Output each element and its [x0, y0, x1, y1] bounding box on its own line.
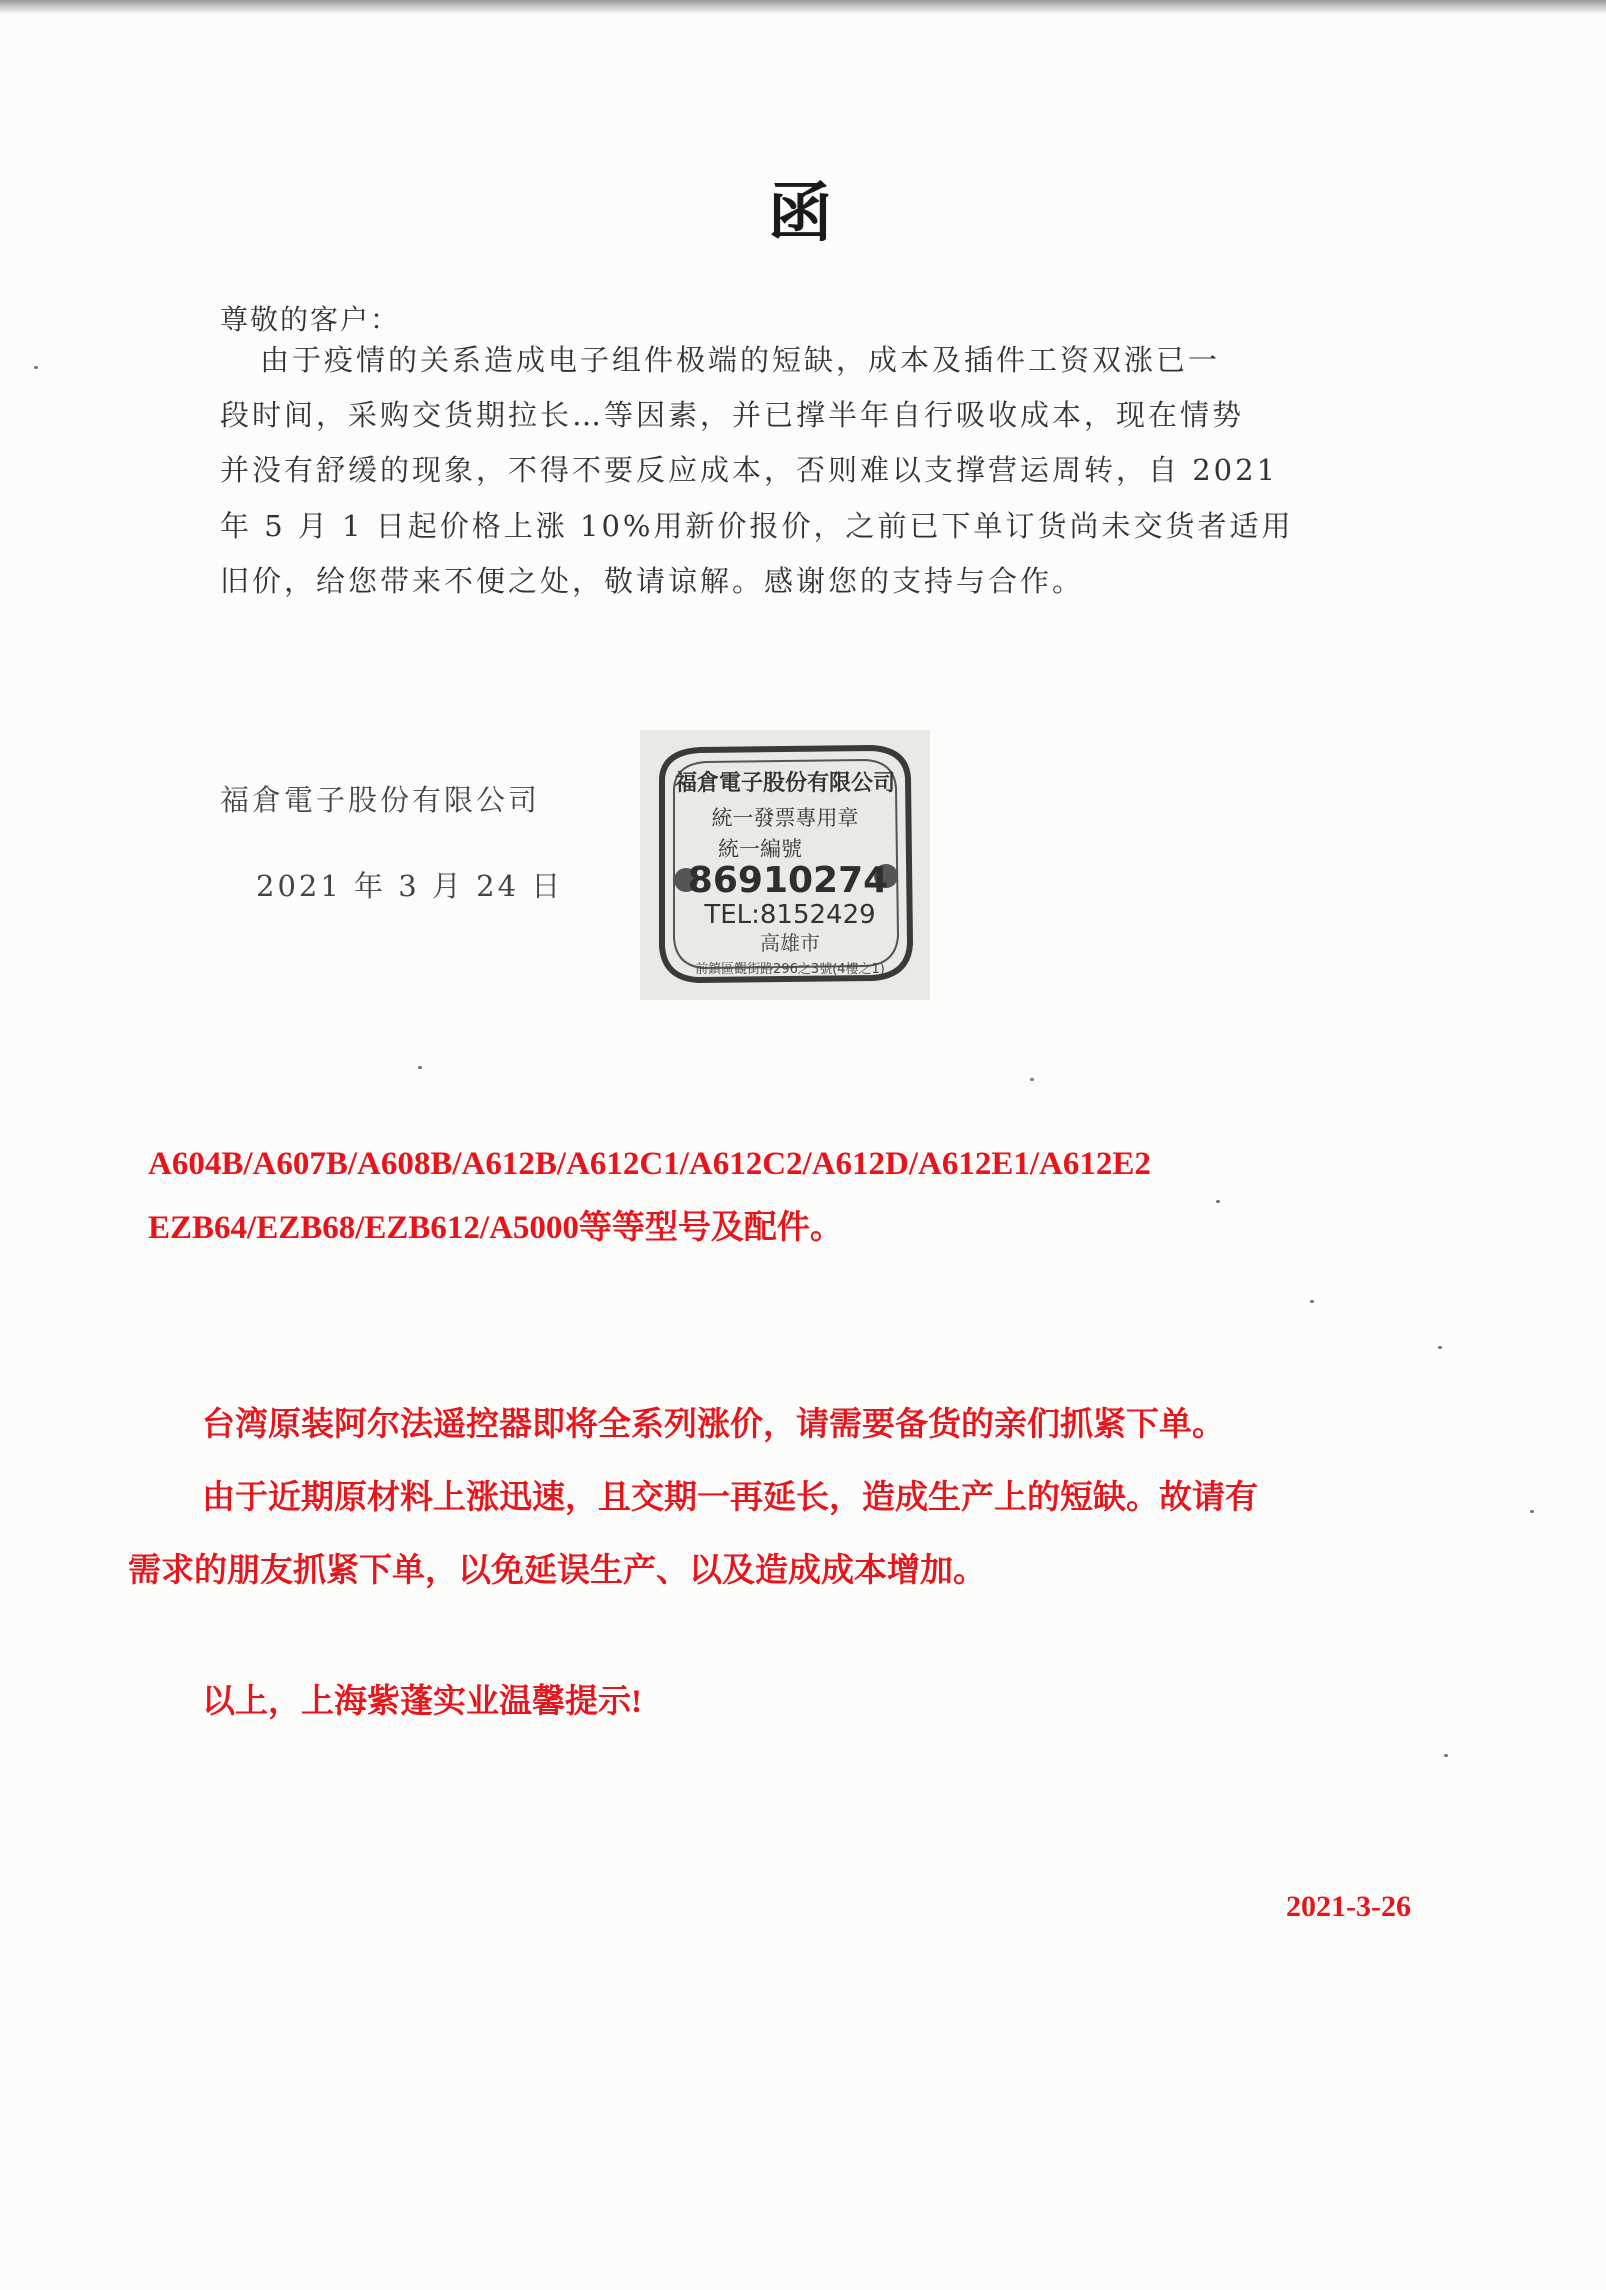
stamp-address-text: 前鎮區觀街路296之3號(4樓之1) — [695, 962, 885, 977]
letter-body-line: 段时间，采购交货期拉长…等因素，并已撑半年自行吸收成本，现在情势 — [220, 398, 1245, 432]
letter-body-line: 年 5 月 1 日起价格上涨 10%用新价报价，之前已下单订货尚未交货者适用 — [220, 509, 1294, 543]
scan-speck — [418, 1066, 422, 1069]
notice-closing: 以上，上海紫蓬实业温馨提示! — [202, 1684, 642, 1720]
model-list-line: EZB64/EZB68/EZB612/A5000等等型号及配件。 — [148, 1210, 843, 1246]
letter-body-line: 并没有舒缓的现象，不得不要反应成本，否则难以支撑营运周转，自 2021 — [220, 453, 1279, 487]
scan-speck — [1310, 1300, 1314, 1303]
notice-paragraph-1: 台湾原装阿尔法遥控器即将全系列涨价，请需要备货的亲们抓紧下单。 — [202, 1407, 1225, 1443]
letter-company-name: 福倉電子股份有限公司 — [220, 783, 541, 817]
letter-body-line: 由于疫情的关系造成电子组件极端的短缺，成本及插件工资双涨已一 — [260, 343, 1221, 377]
scan-edge-shadow — [0, 0, 1606, 14]
letter-greeting: 尊敬的客户： — [220, 303, 401, 336]
stamp-tel-text: TEL:8152429 — [704, 900, 876, 930]
scan-speck — [1216, 1200, 1220, 1203]
notice-date: 2021-3-26 — [1286, 1890, 1411, 1923]
scan-speck — [1530, 1510, 1534, 1513]
stamp-city-text: 高雄市 — [760, 931, 820, 955]
scan-speck — [1030, 1078, 1034, 1081]
scan-speck — [1438, 1346, 1442, 1349]
stamp-company-text: 福倉電子股份有限公司 — [674, 771, 896, 796]
letter-date: 2021 年 3 月 24 日 — [256, 869, 564, 903]
letter-title: 函 — [768, 176, 832, 251]
notice-paragraph-2-line-1: 由于近期原材料上涨迅速，且交期一再延长，造成生产上的短缺。故请有 — [202, 1480, 1258, 1516]
stamp-tax-id-text: 86910274 — [687, 860, 889, 901]
stamp-line1-text: 統一發票專用章 — [711, 806, 859, 830]
notice-paragraph-2-line-2: 需求的朋友抓紧下单，以免延误生产、以及造成成本增加。 — [128, 1553, 986, 1589]
scan-speck — [1444, 1754, 1448, 1757]
model-list-line: A604B/A607B/A608B/A612B/A612C1/A612C2/A612D/A612E1/A612E2 — [148, 1146, 1151, 1182]
scan-speck — [34, 366, 38, 369]
stamp-line2-text: 統一編號 — [718, 837, 802, 861]
company-seal-stamp — [640, 730, 930, 1000]
letter-body-line: 旧价，给您带来不便之处，敬请谅解。感谢您的支持与合作。 — [220, 564, 1085, 598]
